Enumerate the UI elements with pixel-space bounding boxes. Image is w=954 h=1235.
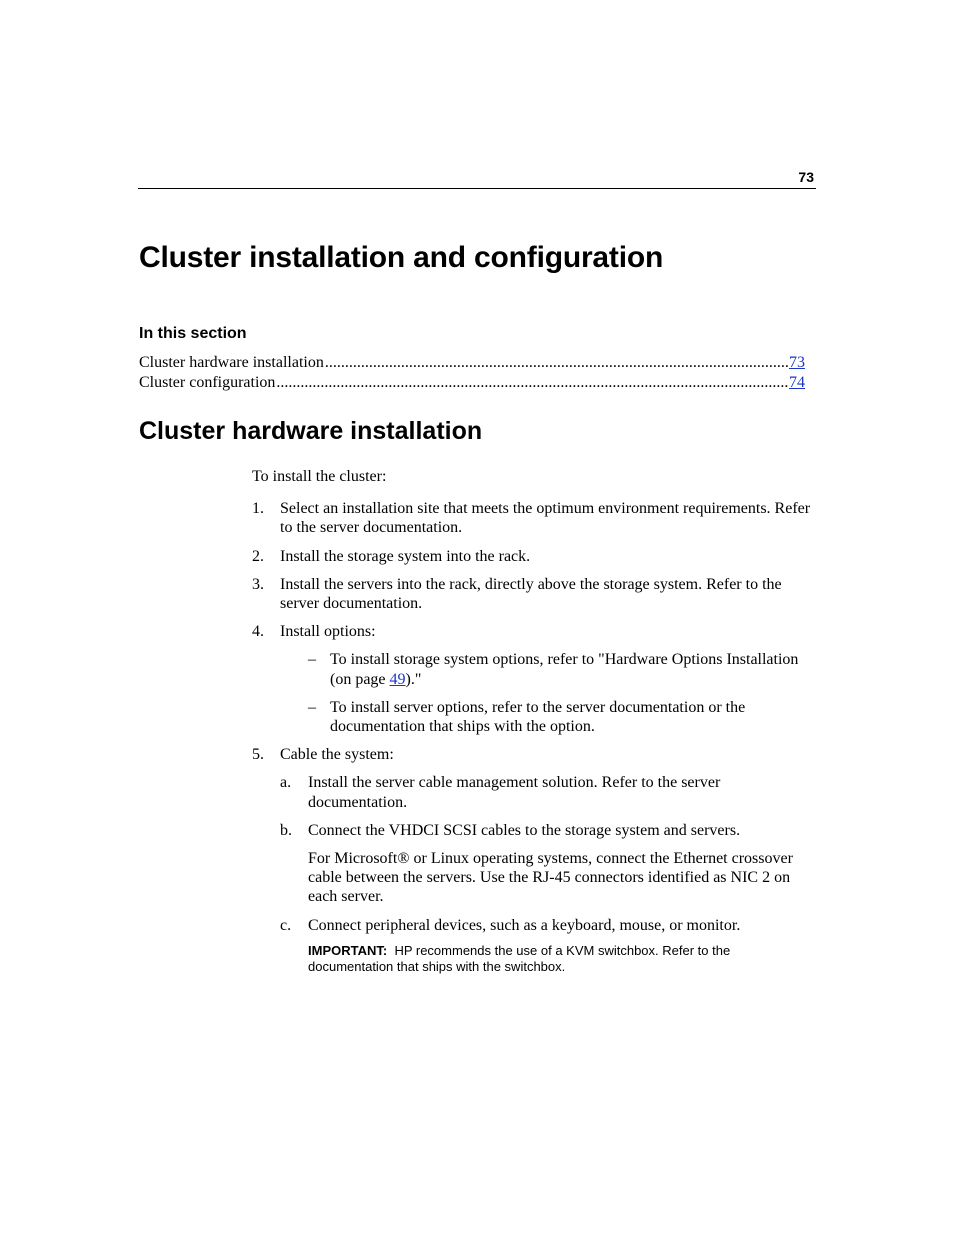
sub-steps-list [252, 773, 812, 934]
important-text: HP recommends the use of a KVM switchbox. Refer to the documentation that ships with the switchbox. [308, 942, 731, 974]
step-number: 2. [252, 547, 264, 565]
step-number: 4. [252, 623, 264, 641]
section-heading: Cluster hardware installation [139, 417, 483, 445]
step-number: 3. [252, 575, 264, 593]
toc-page-link[interactable]: 73 [789, 354, 805, 371]
step-item [252, 622, 812, 736]
sub-step-letter: a. [280, 774, 292, 792]
toc-entry [139, 354, 805, 374]
toc-entry-title: Cluster hardware installation [139, 354, 324, 371]
important-note [252, 943, 748, 975]
chapter-title: Cluster installation and configuration [139, 241, 664, 274]
sub-step-note: For Microsoft® or Linux operating systems, connect the Ethernet crossover cable between the servers. Use the RJ-45 connectors identified as NIC 2 on each server. [308, 850, 793, 906]
toc-leader-dots [325, 354, 788, 372]
step-number: 1. [252, 500, 264, 518]
dash-text: To install server options, refer to the server documentation or the documentation that ships with the option. [330, 698, 746, 736]
step-item [252, 745, 812, 764]
toc-page-link[interactable]: 74 [789, 373, 805, 391]
sub-step-letter: b. [280, 821, 292, 839]
step-text: Install options: [280, 623, 376, 641]
dash-text: To install storage system options, refer to "Hardware Options Installation (on page [330, 651, 799, 688]
step-text: Install the servers into the rack, directly above the storage system. Refer to the server documentation. [280, 575, 782, 613]
step-text: Select an installation site that meets the optimum environment requirements. Refer to the server documentation. [280, 500, 811, 537]
section-body [252, 467, 812, 975]
dash-mark: – [308, 698, 316, 716]
dash-item [280, 698, 812, 736]
sub-step-text: Install the server cable management solution. Refer to the server documentation. [308, 774, 721, 811]
sub-step-text: Connect the VHDCI SCSI cables to the storage system and servers. [308, 821, 741, 839]
important-label: IMPORTANT: [308, 942, 388, 958]
dash-list [280, 650, 812, 736]
sub-step-item [252, 821, 812, 907]
dash-mark: – [308, 651, 316, 669]
steps-list [252, 499, 812, 764]
toc-entry [139, 374, 805, 394]
sub-step-item [252, 773, 812, 811]
step-text: Cable the system: [280, 746, 394, 764]
step-text: Install the storage system into the rack. [280, 547, 531, 565]
sub-step-letter: c. [280, 916, 292, 934]
header-rule [138, 188, 816, 189]
dash-item [280, 650, 812, 688]
toc-entry-title: Cluster configuration [139, 373, 276, 391]
step-item [252, 499, 812, 537]
dash-text-after: )." [405, 670, 422, 688]
step-item [252, 575, 812, 613]
sub-step-text: Connect peripheral devices, such as a keyboard, mouse, or monitor. [308, 916, 741, 934]
step-item [252, 547, 812, 566]
table-of-contents [139, 354, 805, 393]
page-number: 73 [798, 169, 814, 185]
intro-text: To install the cluster: [252, 468, 387, 485]
step-number: 5. [252, 746, 264, 764]
page-reference-link[interactable]: 49 [389, 670, 406, 688]
sub-step-item [252, 916, 812, 935]
in-this-section-label: In this section [139, 325, 247, 342]
toc-leader-dots [276, 374, 788, 392]
